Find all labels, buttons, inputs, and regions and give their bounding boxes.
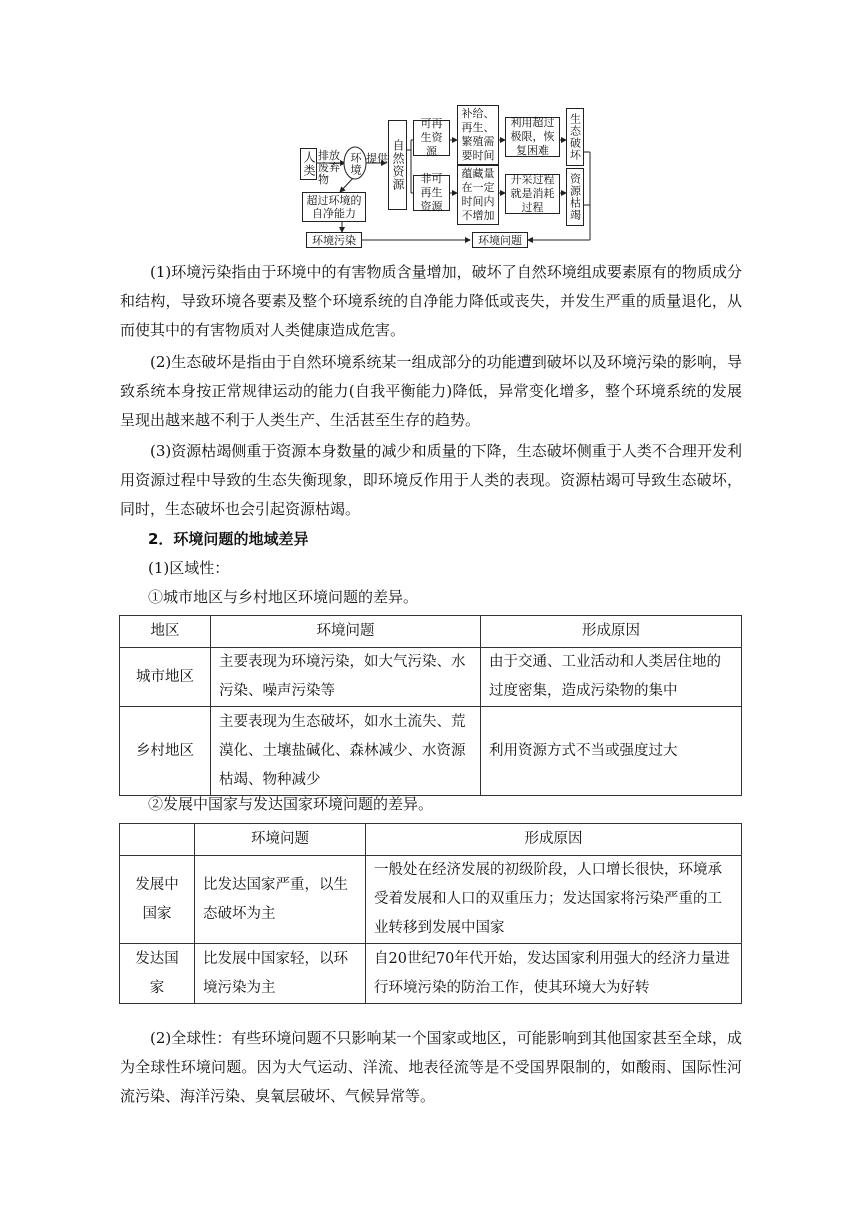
- table-cell: 比发展中国家轻，以环境污染为主: [195, 944, 366, 1004]
- header-blank: [120, 824, 195, 856]
- table-cell: 城市地区: [120, 648, 211, 707]
- table-cell: 主要表现为环境污染，如大气污染、水污染、噪声污染等: [211, 648, 481, 707]
- table-cell: 乡村地区: [120, 707, 211, 796]
- renewable-box: 可再生资源: [413, 120, 450, 156]
- table-cell: 利用资源方式不当或强度过大: [481, 707, 742, 796]
- environment-problem-diagram: [0, 0, 860, 260]
- environment-label: 环境: [349, 152, 362, 176]
- table-cell: 一般处在经济发展的初级阶段，人口增长很快，环境承受着发展和人口的双重压力；发达国家将污染严重的工业转移到发展中国家: [366, 856, 742, 944]
- paragraph-eco-damage: (2)生态破坏是指由于自然环境系统某一组成部分的功能遭到破坏以及环境污染的影响，导致系统本身按正常规律运动的能力(自我平衡能力)降低，异常变化增多，整个环境系统的发展呈现出越来越不利于人类生产、生活甚至生存的趋势。: [120, 353, 742, 429]
- renewable-desc-box: 补给、再生、繁殖需要时间: [457, 105, 499, 165]
- problems-box: 环境问题: [472, 232, 528, 248]
- table-cell: 发展中国家: [120, 856, 195, 944]
- exceed-capacity-box: 超过环境的自净能力: [302, 192, 366, 222]
- provide-label: 提供: [366, 152, 388, 165]
- nonrenewable-use-box: 开采过程就是消耗过程: [505, 174, 560, 214]
- table-cell: 主要表现为生态破坏，如水土流失、荒漠化、土壤盐碱化、森林减少、水资源枯竭、物种减少: [211, 707, 481, 796]
- table-row: [120, 856, 742, 944]
- header-problem: 环境问题: [211, 616, 481, 648]
- table2-caption: ②发展中国家与发达国家环境问题的差异。: [148, 795, 434, 813]
- header-cause: 形成原因: [366, 824, 742, 856]
- developing-developed-table: [119, 823, 742, 1004]
- table-row: [120, 944, 742, 1004]
- table-cell: 发达国家: [120, 944, 195, 1004]
- paragraph-depletion: (3)资源枯竭侧重于资源本身数量的减少和质量的下降，生态破坏侧重于人类不合理开发利用资源过程中导致的生态失衡现象，即环境反作用于人类的表现。资源枯竭可导致生态破坏，同时，生态破坏也会引起资源枯竭。: [120, 442, 742, 518]
- table-row: [120, 648, 742, 707]
- table1-caption: ①城市地区与乡村地区环境问题的差异。: [148, 588, 419, 606]
- header-problem: 环境问题: [195, 824, 366, 856]
- urban-rural-table: [119, 615, 742, 796]
- table-header-row: [120, 616, 742, 648]
- paragraph-pollution: (1)环境污染指由于环境中的有害物质含量增加，破坏了自然环境组成要素原有的物质成分和结构，导致环境各要素及整个环境系统的自净能力降低或丧失，并发生严重的质量退化，从而使其中的有害物质对人类健康造成危害。: [120, 263, 742, 339]
- nonrenewable-desc-box: 蕴藏量在一定时间内不增加: [457, 165, 499, 225]
- section-heading: 2．环境问题的地域差异: [148, 530, 309, 548]
- table-cell: 自20世纪70年代开始，发达国家利用强大的经济力量进行环境污染的防治工作，使其环境大为好转: [366, 944, 742, 1004]
- eco-damage-box: 生态破坏: [566, 108, 584, 166]
- table-header-row: [120, 824, 742, 856]
- renewable-overuse-box: 利用超过极限，恢复困难: [505, 117, 560, 157]
- table-cell: 比发达国家严重，以生态破坏为主: [195, 856, 366, 944]
- header-region: 地区: [120, 616, 211, 648]
- human-box: 人类: [300, 148, 317, 180]
- pollution-box: 环境污染: [306, 232, 362, 248]
- table-cell: 由于交通、工业活动和人类居住地的过度密集，造成污染物的集中: [481, 648, 742, 707]
- regional-label: (1)区域性：: [148, 559, 230, 577]
- header-cause: 形成原因: [481, 616, 742, 648]
- natural-resources-box: 自然资源: [388, 120, 407, 210]
- paragraph-global: (2)全球性：有些环境问题不只影响某一个国家或地区，可能影响到其他国家甚至全球，成为全球性环境问题。因为大气运动、洋流、地表径流等是不受国界限制的，如酸雨、国际性河流污染、海洋污染、臭氧层破坏、气候异常等。: [120, 1029, 742, 1105]
- nonrenewable-box: 非可再生资源: [413, 175, 450, 211]
- depletion-box: 资源枯竭: [566, 168, 584, 226]
- emit-label: 排放废弃物: [318, 149, 340, 186]
- table-row: [120, 707, 742, 796]
